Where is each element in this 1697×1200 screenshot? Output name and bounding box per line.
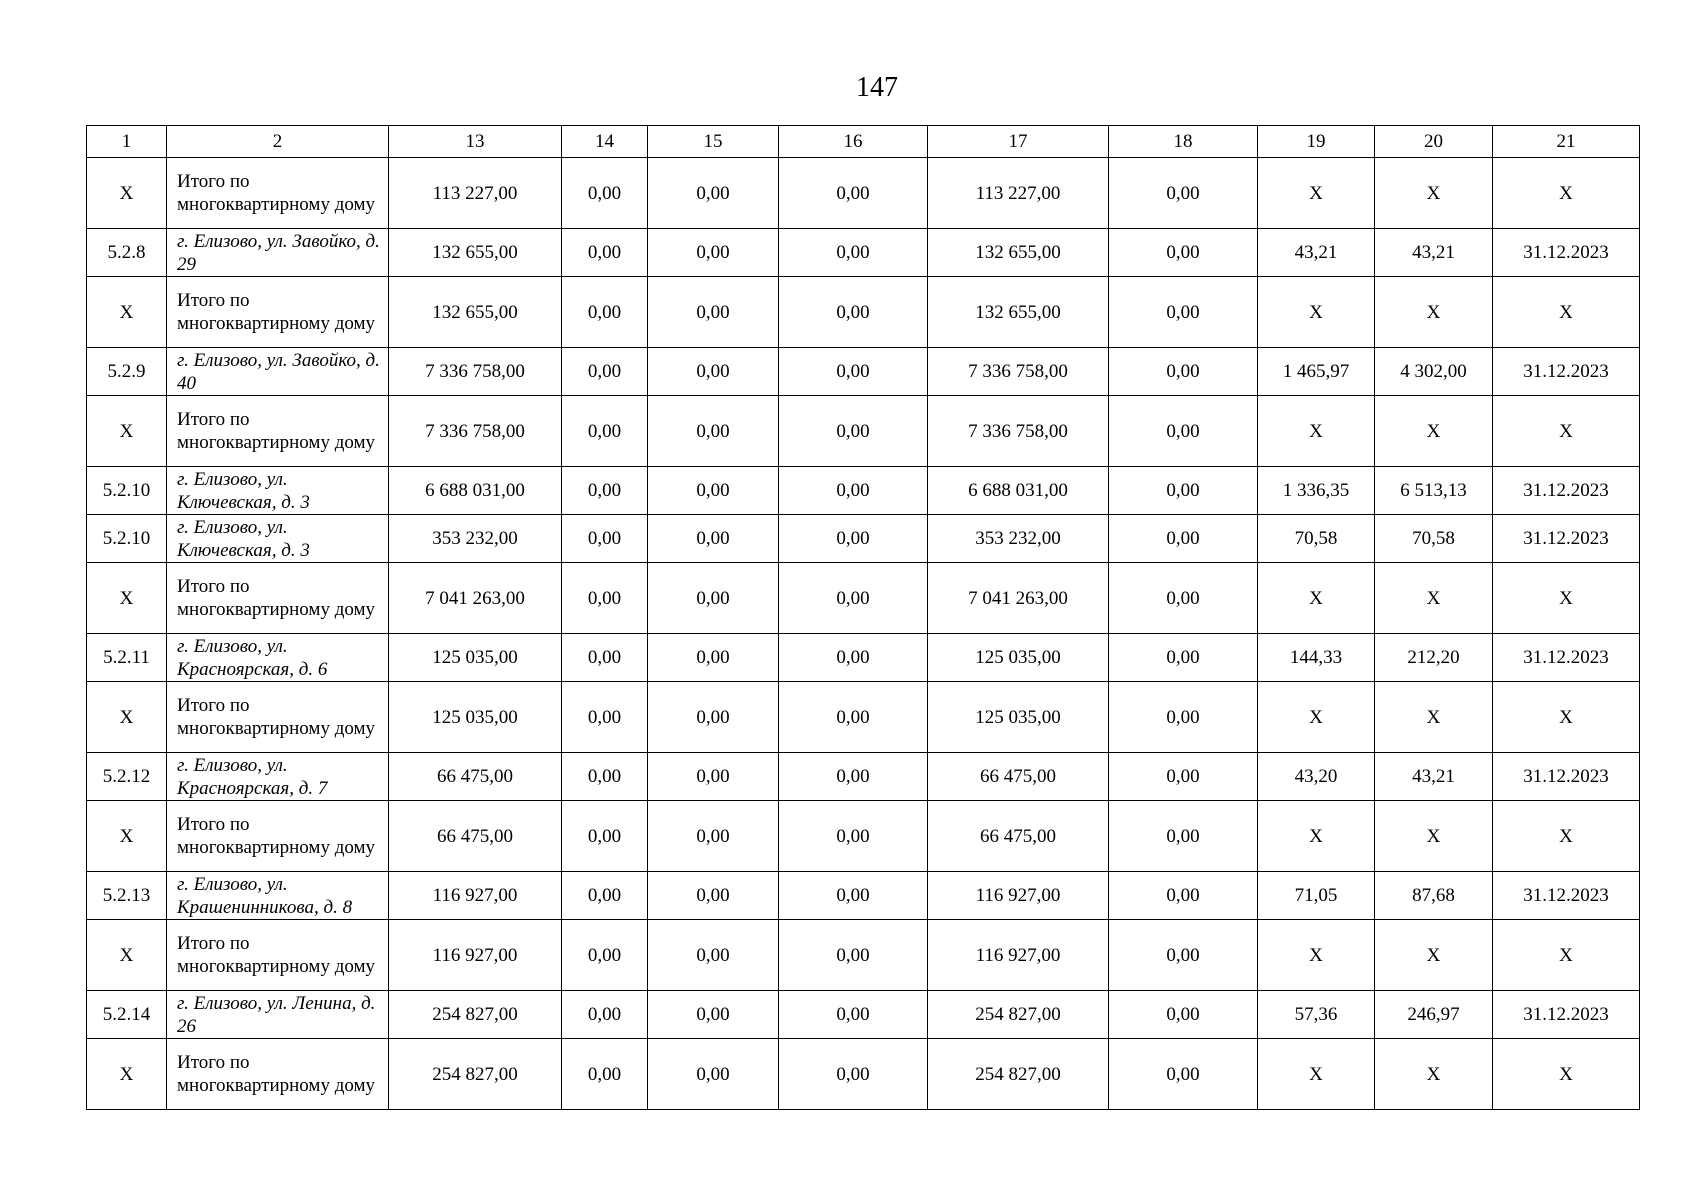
cell-col-13: 132 655,00: [389, 229, 562, 277]
cell-col-17: 7 041 263,00: [928, 563, 1109, 634]
column-header: 15: [648, 126, 779, 158]
cell-col-13: 254 827,00: [389, 991, 562, 1039]
table-row: [87, 920, 1640, 991]
cell-address: г. Елизово, ул. Ключевская, д. 3: [167, 515, 389, 563]
cell-col-20: 87,68: [1375, 872, 1493, 920]
cell-col-13: 7 041 263,00: [389, 563, 562, 634]
cell-col-21: 31.12.2023: [1493, 229, 1640, 277]
cell-col-19: X: [1258, 158, 1375, 229]
cell-col-17: 125 035,00: [928, 634, 1109, 682]
table-row: [87, 1039, 1640, 1110]
cell-col-15: 0,00: [648, 801, 779, 872]
cell-col-15: 0,00: [648, 396, 779, 467]
cell-row-number: X: [87, 277, 167, 348]
cell-address: г. Елизово, ул. Красноярская, д. 6: [167, 634, 389, 682]
cell-col-21: X: [1493, 1039, 1640, 1110]
cell-col-17: 254 827,00: [928, 991, 1109, 1039]
cell-col-15: 0,00: [648, 467, 779, 515]
cell-col-17: 116 927,00: [928, 872, 1109, 920]
column-header: 21: [1493, 126, 1640, 158]
cell-col-14: 0,00: [562, 872, 648, 920]
table-row: [87, 991, 1640, 1039]
cell-col-18: 0,00: [1109, 277, 1258, 348]
cell-col-20: X: [1375, 1039, 1493, 1110]
cell-row-number: 5.2.10: [87, 515, 167, 563]
cell-col-14: 0,00: [562, 158, 648, 229]
cell-col-21: 31.12.2023: [1493, 991, 1640, 1039]
cell-col-17: 254 827,00: [928, 1039, 1109, 1110]
cell-row-number: X: [87, 396, 167, 467]
cell-col-20: 4 302,00: [1375, 348, 1493, 396]
cell-row-number: 5.2.10: [87, 467, 167, 515]
cell-col-15: 0,00: [648, 920, 779, 991]
cell-col-19: 71,05: [1258, 872, 1375, 920]
table-row: [87, 515, 1640, 563]
cell-col-13: 353 232,00: [389, 515, 562, 563]
cell-col-16: 0,00: [779, 991, 928, 1039]
cell-col-21: 31.12.2023: [1493, 753, 1640, 801]
cell-address: г. Елизово, ул. Красноярская, д. 7: [167, 753, 389, 801]
cell-col-17: 7 336 758,00: [928, 396, 1109, 467]
cell-col-20: X: [1375, 682, 1493, 753]
cell-row-number: 5.2.9: [87, 348, 167, 396]
cell-col-16: 0,00: [779, 396, 928, 467]
cell-col-18: 0,00: [1109, 396, 1258, 467]
cell-row-number: X: [87, 1039, 167, 1110]
table-row: [87, 277, 1640, 348]
header-row: [87, 126, 1640, 158]
cell-col-16: 0,00: [779, 515, 928, 563]
table-row: [87, 872, 1640, 920]
cell-col-19: X: [1258, 801, 1375, 872]
cell-col-15: 0,00: [648, 348, 779, 396]
table-row: [87, 467, 1640, 515]
cell-address: г. Елизово, ул. Завойко, д. 29: [167, 229, 389, 277]
cell-address: Итого по многоквартирному дому: [167, 1039, 389, 1110]
cell-col-18: 0,00: [1109, 348, 1258, 396]
cell-col-16: 0,00: [779, 563, 928, 634]
cell-col-14: 0,00: [562, 753, 648, 801]
cell-col-16: 0,00: [779, 753, 928, 801]
cell-col-14: 0,00: [562, 801, 648, 872]
cell-col-15: 0,00: [648, 563, 779, 634]
cell-col-15: 0,00: [648, 872, 779, 920]
cell-col-14: 0,00: [562, 396, 648, 467]
cell-col-14: 0,00: [562, 348, 648, 396]
cell-address: Итого по многоквартирному дому: [167, 920, 389, 991]
cell-col-17: 66 475,00: [928, 753, 1109, 801]
table-row: [87, 801, 1640, 872]
cell-col-13: 254 827,00: [389, 1039, 562, 1110]
cell-col-15: 0,00: [648, 682, 779, 753]
cell-address: Итого по многоквартирному дому: [167, 277, 389, 348]
cell-col-19: 1 336,35: [1258, 467, 1375, 515]
cell-col-16: 0,00: [779, 682, 928, 753]
table-body: [87, 158, 1640, 1110]
cell-col-16: 0,00: [779, 801, 928, 872]
cell-col-19: 43,20: [1258, 753, 1375, 801]
cell-col-17: 116 927,00: [928, 920, 1109, 991]
cell-col-21: 31.12.2023: [1493, 467, 1640, 515]
cell-col-18: 0,00: [1109, 682, 1258, 753]
cell-col-19: 144,33: [1258, 634, 1375, 682]
cell-col-20: 43,21: [1375, 229, 1493, 277]
column-header: 2: [167, 126, 389, 158]
cell-col-19: X: [1258, 1039, 1375, 1110]
cell-col-14: 0,00: [562, 515, 648, 563]
cell-col-21: 31.12.2023: [1493, 515, 1640, 563]
cell-col-13: 125 035,00: [389, 682, 562, 753]
cell-col-13: 116 927,00: [389, 920, 562, 991]
cell-col-20: 212,20: [1375, 634, 1493, 682]
cell-col-17: 132 655,00: [928, 277, 1109, 348]
cell-row-number: X: [87, 920, 167, 991]
cell-col-16: 0,00: [779, 872, 928, 920]
cell-col-18: 0,00: [1109, 515, 1258, 563]
cell-col-19: X: [1258, 396, 1375, 467]
cell-col-17: 6 688 031,00: [928, 467, 1109, 515]
cell-col-14: 0,00: [562, 634, 648, 682]
cell-col-21: 31.12.2023: [1493, 634, 1640, 682]
cell-address: Итого по многоквартирному дому: [167, 563, 389, 634]
column-header: 14: [562, 126, 648, 158]
cell-col-17: 132 655,00: [928, 229, 1109, 277]
cell-col-16: 0,00: [779, 467, 928, 515]
cell-col-20: X: [1375, 158, 1493, 229]
column-header: 1: [87, 126, 167, 158]
cell-col-14: 0,00: [562, 920, 648, 991]
cell-col-17: 66 475,00: [928, 801, 1109, 872]
cell-col-21: 31.12.2023: [1493, 348, 1640, 396]
cell-col-14: 0,00: [562, 1039, 648, 1110]
cell-col-18: 0,00: [1109, 467, 1258, 515]
cell-col-17: 353 232,00: [928, 515, 1109, 563]
cell-col-14: 0,00: [562, 563, 648, 634]
cell-col-18: 0,00: [1109, 753, 1258, 801]
cell-row-number: 5.2.12: [87, 753, 167, 801]
table-row: [87, 158, 1640, 229]
cell-col-16: 0,00: [779, 1039, 928, 1110]
cell-col-18: 0,00: [1109, 920, 1258, 991]
cell-col-18: 0,00: [1109, 801, 1258, 872]
cell-col-21: X: [1493, 920, 1640, 991]
table-row: [87, 682, 1640, 753]
cell-row-number: X: [87, 682, 167, 753]
table-row: [87, 396, 1640, 467]
cell-col-20: 43,21: [1375, 753, 1493, 801]
cell-col-21: X: [1493, 277, 1640, 348]
cell-col-13: 66 475,00: [389, 801, 562, 872]
table-row: [87, 634, 1640, 682]
cell-address: Итого по многоквартирному дому: [167, 396, 389, 467]
cell-col-19: X: [1258, 920, 1375, 991]
cell-col-19: 70,58: [1258, 515, 1375, 563]
column-header: 20: [1375, 126, 1493, 158]
cell-col-21: X: [1493, 158, 1640, 229]
cell-col-14: 0,00: [562, 682, 648, 753]
cell-col-17: 125 035,00: [928, 682, 1109, 753]
cell-col-16: 0,00: [779, 634, 928, 682]
cell-col-15: 0,00: [648, 515, 779, 563]
data-table: [86, 125, 1640, 1110]
cell-col-16: 0,00: [779, 348, 928, 396]
cell-col-15: 0,00: [648, 158, 779, 229]
cell-col-19: X: [1258, 563, 1375, 634]
cell-address: г. Елизово, ул. Крашенинникова, д. 8: [167, 872, 389, 920]
cell-col-20: X: [1375, 920, 1493, 991]
cell-row-number: X: [87, 801, 167, 872]
cell-address: г. Елизово, ул. Ключевская, д. 3: [167, 467, 389, 515]
table-row: [87, 563, 1640, 634]
cell-col-13: 6 688 031,00: [389, 467, 562, 515]
cell-col-17: 7 336 758,00: [928, 348, 1109, 396]
cell-col-13: 113 227,00: [389, 158, 562, 229]
cell-col-19: 57,36: [1258, 991, 1375, 1039]
cell-col-14: 0,00: [562, 229, 648, 277]
cell-address: Итого по многоквартирному дому: [167, 682, 389, 753]
cell-row-number: X: [87, 158, 167, 229]
cell-col-18: 0,00: [1109, 563, 1258, 634]
cell-address: г. Елизово, ул. Ленина, д. 26: [167, 991, 389, 1039]
cell-col-15: 0,00: [648, 1039, 779, 1110]
cell-col-18: 0,00: [1109, 634, 1258, 682]
cell-col-14: 0,00: [562, 467, 648, 515]
cell-col-21: X: [1493, 682, 1640, 753]
cell-col-14: 0,00: [562, 991, 648, 1039]
cell-col-16: 0,00: [779, 158, 928, 229]
cell-col-20: X: [1375, 277, 1493, 348]
cell-col-20: X: [1375, 563, 1493, 634]
cell-row-number: 5.2.14: [87, 991, 167, 1039]
cell-col-16: 0,00: [779, 920, 928, 991]
cell-col-16: 0,00: [779, 229, 928, 277]
cell-col-19: 43,21: [1258, 229, 1375, 277]
cell-col-15: 0,00: [648, 753, 779, 801]
cell-col-18: 0,00: [1109, 991, 1258, 1039]
cell-col-18: 0,00: [1109, 229, 1258, 277]
column-header: 18: [1109, 126, 1258, 158]
cell-col-15: 0,00: [648, 991, 779, 1039]
cell-col-16: 0,00: [779, 277, 928, 348]
page-number: 147: [856, 72, 898, 103]
column-header: 16: [779, 126, 928, 158]
column-header: 13: [389, 126, 562, 158]
cell-col-20: 70,58: [1375, 515, 1493, 563]
cell-row-number: 5.2.8: [87, 229, 167, 277]
cell-col-21: X: [1493, 801, 1640, 872]
cell-col-18: 0,00: [1109, 872, 1258, 920]
cell-col-13: 7 336 758,00: [389, 396, 562, 467]
cell-address: Итого по многоквартирному дому: [167, 801, 389, 872]
cell-col-20: X: [1375, 801, 1493, 872]
cell-row-number: X: [87, 563, 167, 634]
cell-col-15: 0,00: [648, 229, 779, 277]
column-header: 19: [1258, 126, 1375, 158]
cell-col-21: 31.12.2023: [1493, 872, 1640, 920]
cell-col-13: 7 336 758,00: [389, 348, 562, 396]
cell-col-13: 116 927,00: [389, 872, 562, 920]
cell-col-21: X: [1493, 396, 1640, 467]
column-header: 17: [928, 126, 1109, 158]
cell-row-number: 5.2.13: [87, 872, 167, 920]
cell-col-14: 0,00: [562, 277, 648, 348]
cell-col-13: 125 035,00: [389, 634, 562, 682]
cell-row-number: 5.2.11: [87, 634, 167, 682]
cell-col-18: 0,00: [1109, 158, 1258, 229]
cell-col-19: X: [1258, 682, 1375, 753]
cell-col-18: 0,00: [1109, 1039, 1258, 1110]
cell-address: г. Елизово, ул. Завойко, д. 40: [167, 348, 389, 396]
cell-col-20: 6 513,13: [1375, 467, 1493, 515]
cell-col-15: 0,00: [648, 634, 779, 682]
cell-address: Итого по многоквартирному дому: [167, 158, 389, 229]
table-row: [87, 753, 1640, 801]
cell-col-20: X: [1375, 396, 1493, 467]
table-row: [87, 229, 1640, 277]
cell-col-20: 246,97: [1375, 991, 1493, 1039]
cell-col-15: 0,00: [648, 277, 779, 348]
cell-col-21: X: [1493, 563, 1640, 634]
cell-col-13: 132 655,00: [389, 277, 562, 348]
cell-col-13: 66 475,00: [389, 753, 562, 801]
cell-col-17: 113 227,00: [928, 158, 1109, 229]
table-row: [87, 348, 1640, 396]
cell-col-19: X: [1258, 277, 1375, 348]
cell-col-19: 1 465,97: [1258, 348, 1375, 396]
